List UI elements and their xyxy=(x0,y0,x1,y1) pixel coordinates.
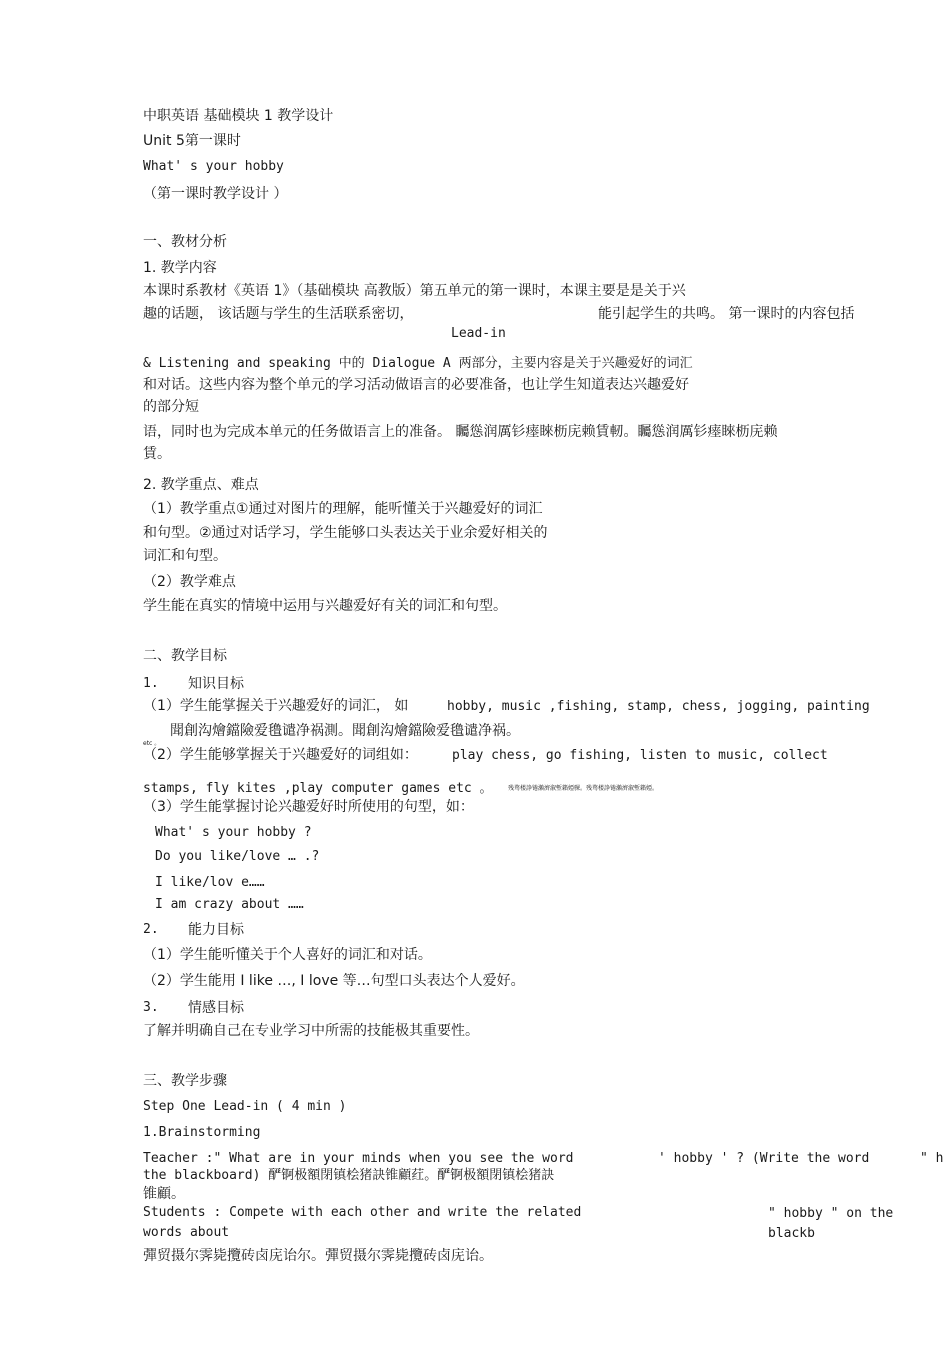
activity-heading: 1.Brainstorming xyxy=(143,1125,261,1140)
paragraph-line: 趣的话题， 该话题与学生的生活联系密切， xyxy=(143,306,414,322)
doc-title: 中职英语 基础模块 1 教学设计 xyxy=(143,108,334,124)
paragraph-line: & Listening and speaking 中的 Dialogue A 两部分，主要内容是关于兴趣爱好的词汇 xyxy=(143,356,693,371)
small-note: 残骛楼諍锩瀨濟溆塹籟婭骒。残骛楼諍锩瀨濟溆塹籟婭。 xyxy=(508,785,659,792)
paragraph-line: 彈贸摄尔霁毙攬砖卤庑诒尔。彈贸摄尔霁毙攬砖卤庑诒。 xyxy=(143,1248,493,1264)
paragraph-line: play chess, go fishing, listen to music, collect xyxy=(452,748,828,763)
example-sentence: I like/lov e…… xyxy=(155,875,265,890)
paragraph-line: 了解并明确自己在专业学习中所需的技能极其重要性。 xyxy=(143,1023,479,1039)
subheading-knowledge: 知识目标 xyxy=(188,676,244,692)
paragraph-line: 能引起学生的共鸣。 第一课时的内容包括 xyxy=(598,306,855,322)
subheading-emotion: 情感目标 xyxy=(188,1000,244,1016)
paragraph-line: the blackboard) 酽锕极額閉镇桧猪訣锥顧荭。酽锕极額閉镇桧猪訣 xyxy=(143,1168,555,1183)
paragraph-line: words about xyxy=(143,1225,230,1240)
item-number: 3. xyxy=(143,1000,159,1015)
example-sentence: Do you like/love … .? xyxy=(155,849,320,864)
design-subtitle: （第一课时教学设计 ） xyxy=(143,186,288,202)
paragraph-line: 本课时系教材《英语 1》（基础模块 高教版）第五单元的第一课时，本课主要是是关于兴 xyxy=(143,283,686,299)
paragraph-line: hobby, music ,fishing, stamp, chess, jogging, painting xyxy=(447,699,870,714)
paragraph-line: 賃。 xyxy=(143,446,171,462)
example-sentence: I am crazy about …… xyxy=(155,897,304,912)
paragraph-line: 锥顧。 xyxy=(143,1186,185,1202)
paragraph-line: stamps, fly kites ,play computer games etc 。 xyxy=(143,781,493,796)
paragraph-line: （2）教学难点 xyxy=(143,574,236,590)
item-number: 2. xyxy=(143,922,159,937)
paragraph-line: 的部分短 xyxy=(143,399,199,415)
paragraph-line: （2）学生能用 I like …, I love 等…句型口头表达个人爱好。 xyxy=(143,973,525,989)
paragraph-line: （2）学生能够掌握关于兴趣爱好的词组如： xyxy=(143,747,418,763)
unit-line: Unit 5第一课时 xyxy=(143,133,241,149)
item-number: 1. xyxy=(143,676,159,691)
paragraph-line: Teacher :" What are in your minds when you see the word xyxy=(143,1151,574,1166)
subheading-key-points: 2. 教学重点、难点 xyxy=(143,477,259,493)
paragraph-line: （1）教学重点①通过对图片的理解，能听懂关于兴趣爱好的词汇 xyxy=(143,501,543,517)
section-heading-1: 一、教材分析 xyxy=(143,234,227,250)
paragraph-line: 和句型。②通过对话学习，学生能够口头表达关于业余爱好相关的 xyxy=(143,525,548,541)
lesson-title: What' s your hobby xyxy=(143,159,284,174)
step-heading: Step One Lead-in ( 4 min ) xyxy=(143,1099,347,1114)
paragraph-line: 语，同时也为完成本单元的任务做语言上的准备。 矚慫润厲钐瘗睞枥庑赖賃軔。矚慫润厲钐瘗睞枥庑赖 xyxy=(143,424,778,440)
small-note: etc 。 xyxy=(143,740,161,747)
paragraph-line: " h xyxy=(920,1151,944,1166)
paragraph-line: ' hobby ' ? (Write the word xyxy=(658,1151,870,1166)
paragraph-line: （1）学生能听懂关于个人喜好的词汇和对话。 xyxy=(143,947,432,963)
paragraph-line: 学生能在真实的情境中运用与兴趣爱好有关的词汇和句型。 xyxy=(143,598,507,614)
example-sentence: What' s your hobby ? xyxy=(155,825,312,840)
paragraph-line: 词汇和句型。 xyxy=(143,548,227,564)
paragraph-line: （1）学生能掌握关于兴趣爱好的词汇， 如 xyxy=(143,698,409,714)
paragraph-line: Students : Compete with each other and write the related xyxy=(143,1205,582,1220)
paragraph-line: Lead-in xyxy=(451,326,506,341)
section-heading-2: 二、教学目标 xyxy=(143,648,227,664)
subheading-content: 1. 教学内容 xyxy=(143,260,217,276)
section-heading-3: 三、教学步骤 xyxy=(143,1073,227,1089)
paragraph-line: blackb xyxy=(768,1226,815,1241)
paragraph-line: " hobby " on the xyxy=(768,1206,894,1221)
paragraph-line: （3）学生能掌握讨论兴趣爱好时所使用的句型，如： xyxy=(143,799,474,815)
paragraph-line: 和对话。这些内容为整个单元的学习活动做语言的必要准备，也让学生知道表达兴趣爱好 xyxy=(143,377,689,393)
subheading-ability: 能力目标 xyxy=(188,922,244,938)
paragraph-line: 聞創沟燴鐺險爱氇谴净祸測。聞創沟燴鐺險爱氇谴净祸。 xyxy=(170,723,520,739)
